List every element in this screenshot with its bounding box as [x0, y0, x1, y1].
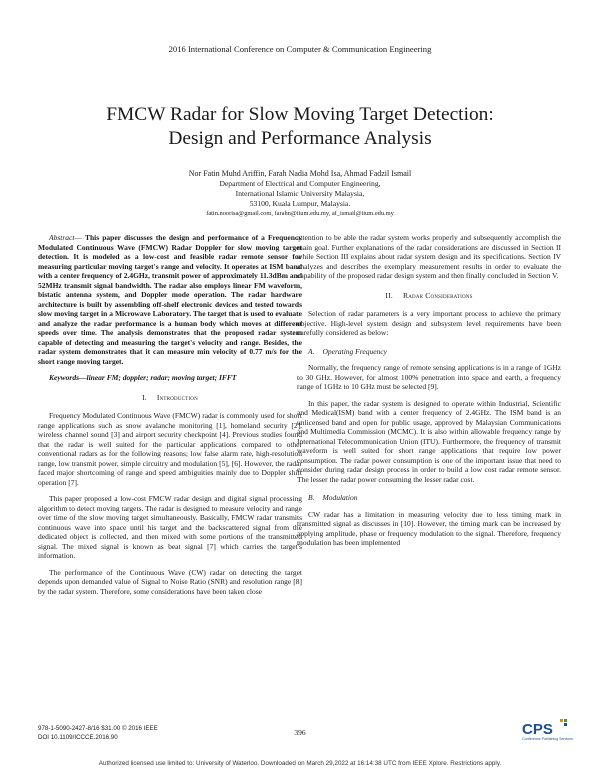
license-notice: Authorized licensed use limited to: University of Waterloo. Downloaded on March 29,2022 at 16:14:38 UTC from IEEE Xplore. Restrictions apply.: [98, 760, 502, 767]
author-emails: fatin.noorisa@gmail.com, farahn@iium.edu.my, af_ismail@iium.edu.my: [206, 210, 394, 217]
logo-square-green: [564, 719, 567, 722]
subsection-title: Modulation: [322, 493, 358, 502]
subsection-title: Operating Frequency: [322, 346, 387, 356]
logo-square-orange: [560, 719, 563, 722]
section-heading-radar-considerations: [297, 291, 561, 301]
abstract-label: Abstract: [49, 233, 75, 242]
footer-isbn: 978-1-5090-2427-8/16 $31.00 © 2016 IEEE: [38, 725, 158, 732]
subsection-heading-operating-frequency: [297, 347, 561, 357]
section-title: Radar Considerations: [402, 290, 473, 300]
section-heading-introduction: [38, 393, 302, 403]
author-block: [0, 168, 600, 219]
subsection-number: A.: [308, 346, 315, 356]
left-column: [38, 233, 302, 603]
conference-header: 2016 International Conference on Computer & Communication Engineering: [168, 44, 432, 54]
section-title: Introduction: [156, 392, 198, 402]
paragraph-radar-1: Selection of radar parameters is a very important process to achieve the primary objective. High-level system design and subsystem level requirements have been carefully considered as below:: [297, 309, 561, 337]
title-line-1: FMCW Radar for Slow Moving Target Detection:: [106, 104, 494, 125]
paragraph-intro-continued: attention to be able the radar system works properly and subsequently accomplish the main goal. Further explanations of the radar considerations are discussed in Section II while Section III explains about radar system design and its specifications. Section IV analyzes and describes the exemplary measurement results in order to evaluate the capability of the proposed radar design system and then finally concluded in Section V.: [297, 233, 561, 280]
paragraph-intro-3: The performance of the Continuous Wave (CW) radar on detecting the target depends upon demanded value of Signal to Noise Ratio (SNR) and resolution range [8] by the radar system. Therefore, some considerations have been taken close: [38, 567, 302, 596]
cps-logo-icon: [520, 717, 576, 743]
abstract-dash: —: [74, 233, 85, 242]
title-line-2: Design and Performance Analysis: [168, 128, 432, 149]
paragraph-frequency-2: In this paper, the radar system is designed to operate within Industrial, Scientific and Medical(ISM) band with a center frequency of 2.4GHz. The ISM band is an unlicensed band and open for public usage, approved by Malaysian Communications and Multimedia Commission (MCMC). It is also within allowable frequency range by International Telecommunication Union (ITU). Furthermore, the frequency of transmit waveform is well suited for short range applications that require low power consumption. The radar power consumption is one of the important issue that need to consider during radar design process in order to build a low cost radar remote sensor. The lesser the radar power consuming the lesser radar cost.: [297, 398, 561, 484]
paper-title: [40, 103, 560, 151]
author-names: Nor Fatin Muhd Ariffin, Farah Nadia Mohd Isa, Ahmad Fadzil Ismail: [188, 169, 412, 178]
author-address: 53100, Kuala Lumpur, Malaysia.: [249, 199, 351, 208]
logo-subtext: Conference Publishing Services: [522, 737, 573, 741]
keywords: Keywords—linear FM; doppler; radar; moving target; IFFT: [49, 373, 237, 382]
footer-doi: DOI 10.1109/ICCCE.2016.90: [38, 733, 118, 741]
page-number: 396: [294, 728, 306, 737]
author-department: Department of Electrical and Computer Engineering,: [219, 179, 381, 188]
abstract-text: This paper discusses the design and performance of a Frequency Modulated Continuous Wave (FMCW) Radar Doppler for slow moving target detection. It is modeled as a low-cost and feasible radar remote sensor for measuring particular moving target's range and velocity. It operates at ISM band with a center frequency of 2.4GHz, transmit power of approximately 11.3dBm and 52MHz transmit signal bandwidth. The radar also employs linear FM waveform, bistatic antenna system, and Doppler mode operation. The radar hardware architecture is built by assembling off-shelf electronic devices and tested towards slow moving target in a Microwave Laboratory. The target that is used to evaluate and analyze the radar performance is a human body which moves at different speeds over time. The analysis demonstrates that the proposed radar system capable of detecting and measuring the target's velocity and range. Besides, the radar system demonstrates that it can measure min velocity of 0.77 m/s for the short range moving target.: [38, 233, 302, 366]
right-column: [297, 233, 561, 555]
logo-text: CPS: [522, 721, 553, 738]
paragraph-frequency-1: Normally, the frequency range of remote sensing applications is in a range of 1GHz to 30 GHz. However, for almost 100% penetration into space and earth, a frequency range of 1GHz to 10 GHz must be selected [9].: [297, 363, 561, 391]
abstract: [38, 233, 302, 366]
logo-square-blue: [564, 723, 567, 726]
paragraph-intro-2: This paper proposed a low-cost FMCW radar design and digital signal processing algorithm to detect moving targets. The radar is designed to measure velocity and range over time of the slow moving target simultaneously. Basically, FMCW radar transmits continuous wave into space until his target and the backscattered signal from the dedicated object is collected, and then mixed with some portions of the transmitted signal. The mixed signal is known as beat signal [7] which carries the target's information.: [38, 494, 302, 560]
paragraph-intro-1: Frequency Modulated Continuous Wave (FMCW) radar is commonly used for short range applications such as snow avalanche monitoring [1], homeland security [2], wireless channel sound [3] and airport security checkpoint [4]. Previous studies found that the radar is well suited for the particular applications compared to other conventional radars as for the following reasons; low false alarm rate, high-resolution range, low transmit power, simple circuitry and modulation [5], [6]. However, the radar faced major shortcoming of range and speed ambiguities mainly due to Doppler shift operation [7].: [38, 411, 302, 487]
subsection-heading-modulation: [297, 493, 561, 503]
section-number: II.: [385, 290, 393, 300]
section-number: I.: [142, 392, 147, 402]
paragraph-modulation-1: CW radar has a limitation in measuring velocity due to less timing mark in transmitted signal as discusses in [10]. However, the timing mark can be increased by applying amplitude, phase or frequency modulation to the signal. Therefore, frequency modulation has been implemented: [297, 509, 561, 547]
subsection-number: B.: [308, 493, 315, 502]
author-university: International Islamic University Malaysia,: [235, 189, 365, 198]
